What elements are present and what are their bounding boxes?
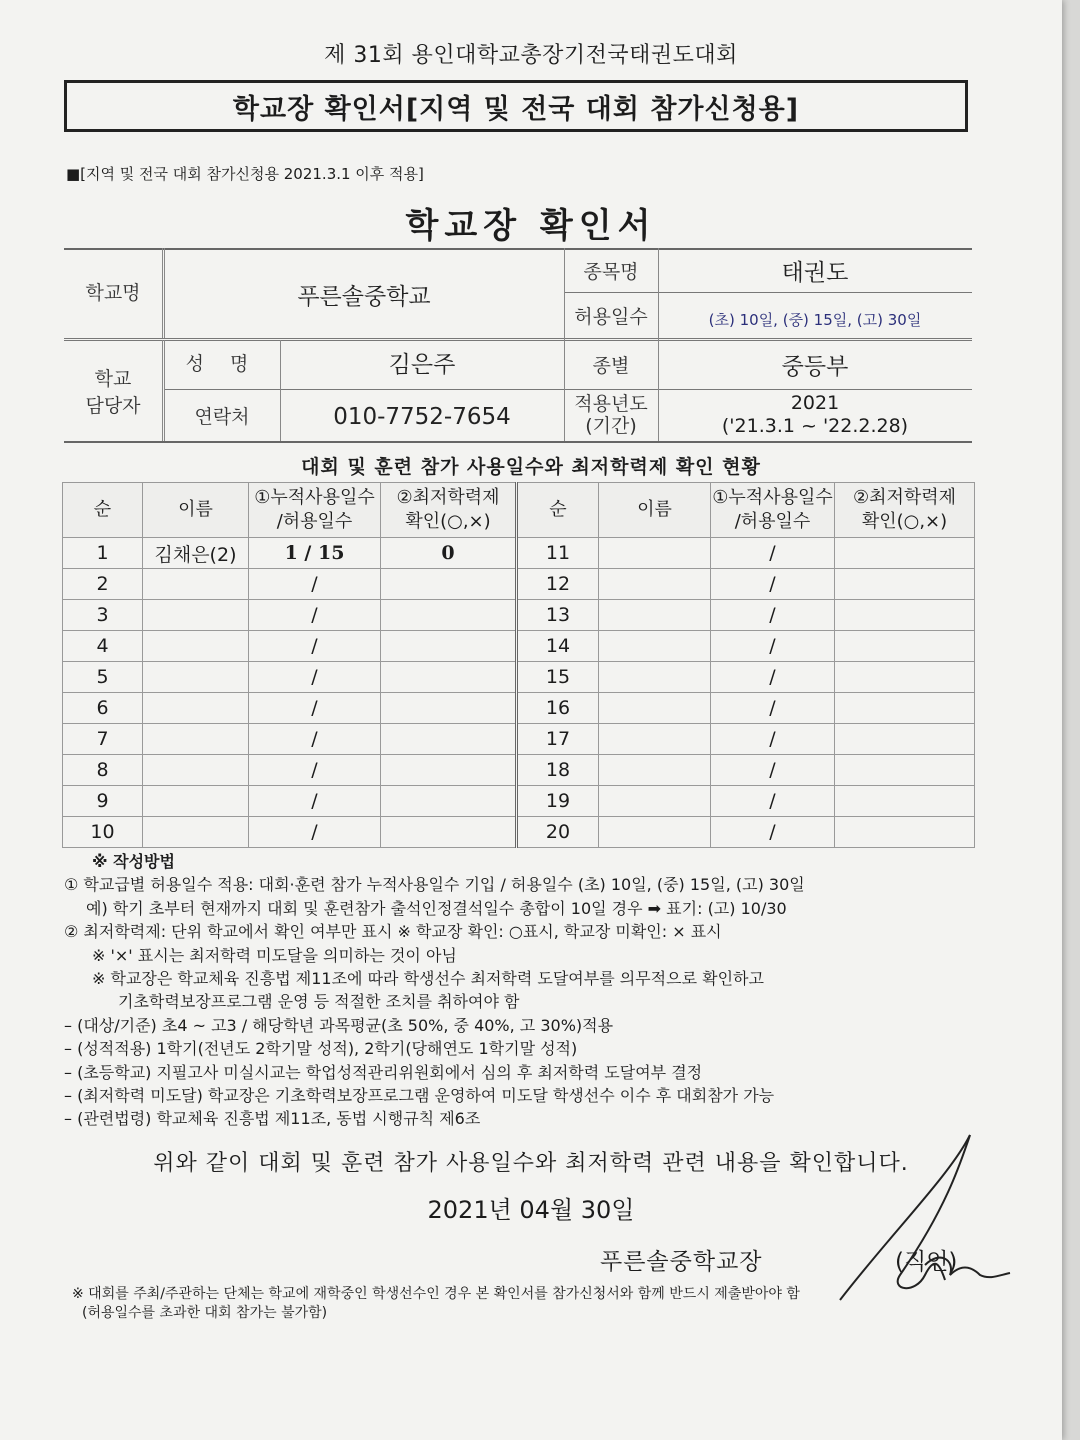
division-label: 종별 [592,355,630,377]
contact-label: 연락처 [194,405,250,428]
row-number: 12 [517,569,599,600]
instruction-line: – (초등학교) 지필고사 미실시교는 학업성적관리위원회에서 심의 후 최저학력 도달여부 결정 [64,1062,703,1082]
year-value [658,389,972,441]
year-label-line2: (기간) [585,415,637,437]
row-number: 2 [63,569,143,600]
allowed-days-label: 허용일수 [574,305,648,328]
grade-check: 0 [381,538,517,569]
days-used: / [711,600,835,631]
year-value-line1: 2021 [790,392,840,414]
student-name: 김채은(2) [143,538,249,569]
event-label: 종목명 [583,260,639,283]
col-header-no: 순 [63,483,143,538]
row-number: 14 [517,631,599,662]
school-label: 학교명 [85,281,141,304]
row-number: 13 [517,600,599,631]
contact-value: 010-7752-7654 [333,404,511,430]
col-header-name-right: 이름 [599,483,711,538]
instruction-line: 예) 학기 초부터 현재까지 대회 및 훈련참가 출석인정결석일수 총합이 10일 경우 ➡ 표기: (고) 10/30 [86,898,787,918]
table-row [63,693,975,724]
row-number: 16 [517,693,599,724]
days-used: / [711,724,835,755]
document-title: 학교장 확인서 [405,206,657,246]
days-used: / [249,693,381,724]
school-value: 푸른솔중학교 [297,283,431,310]
footnote-line1: ※ 대회를 주최/주관하는 단체는 학교에 재학중인 학생선수인 경우 본 확인서를 참가신청서와 함께 반드시 제출받아야 함 [72,1286,800,1302]
student-name [143,662,249,693]
grade-check [835,817,975,848]
row-number: 3 [63,600,143,631]
col-header-grade-right: ②최저학력제 확인(○,×) [835,483,975,538]
grade-check [381,600,517,631]
student-name [599,755,711,786]
grade-check [381,724,517,755]
allowed-days-value: (초) 10일, (중) 15일, (고) 30일 [708,310,922,329]
participation-table [62,482,975,848]
student-name [599,569,711,600]
student-name [143,786,249,817]
grade-check [835,569,975,600]
days-used: / [711,755,835,786]
student-name [599,631,711,662]
days-used: / [711,817,835,848]
student-name [143,569,249,600]
student-name [599,817,711,848]
table-row [63,538,975,569]
table-header-row [63,483,975,538]
days-used: / [711,662,835,693]
days-used: / [249,662,381,693]
instruction-line: – (최저학력 미도달) 학교장은 기초학력보장프로그램 운영하여 미도달 학생선수 이수 후 대회참가 가능 [64,1086,775,1106]
table-row [63,662,975,693]
days-used: / [249,755,381,786]
apply-note: ■[지역 및 전국 대회 참가신청용 2021.3.1 이후 적용] [66,165,424,183]
grade-check [381,755,517,786]
instruction-line: ② 최저학력제: 단위 학교에서 확인 여부만 표시 ※ 학교장 확인: ○표시, 학교장 미확인: × 표시 [64,922,722,942]
student-name [143,631,249,662]
grade-check [835,600,975,631]
table-row [63,817,975,848]
student-name [599,662,711,693]
col-header-days: ①누적사용일수 /허용일수 [249,483,381,538]
grade-check [835,631,975,662]
student-name [143,693,249,724]
grade-check [381,662,517,693]
manager-label [64,340,162,441]
student-name [599,538,711,569]
days-used: / [711,569,835,600]
table-row [63,631,975,662]
manager-label-line1: 학교 [94,367,132,390]
division-value: 중등부 [781,354,849,380]
row-number: 10 [63,817,143,848]
table-row [63,724,975,755]
col-header-no-right: 순 [517,483,599,538]
instruction-line: – (대상/기준) 초4 ~ 고3 / 해당학년 과목평균(초 50%, 중 40%, 고 30%)적용 [64,1015,614,1035]
banner-title: 학교장 확인서[지역 및 전국 대회 참가신청용] [64,80,968,132]
student-name [599,600,711,631]
instruction-line: 기초학력보장프로그램 운영 등 적절한 조치를 취하여야 함 [118,992,520,1012]
instruction-line: ※ '×' 표시는 최저학력 미도달을 의미하는 것이 아님 [92,945,457,965]
student-name [599,786,711,817]
row-number: 1 [63,538,143,569]
days-used: / [711,538,835,569]
row-number: 19 [517,786,599,817]
days-used: / [249,631,381,662]
instruction-line: – (성적적용) 1학기(전년도 2학기말 성적), 2학기(당해연도 1학기말 성적) [64,1039,578,1059]
student-name [599,724,711,755]
info-grid [64,248,972,442]
row-number: 15 [517,662,599,693]
row-number: 17 [517,724,599,755]
name-value: 김은주 [388,352,456,378]
competition-title: 제 31회 용인대학교총장기전국태권도대회 [324,43,738,68]
manager-label-line2: 담당자 [85,394,141,417]
row-number: 8 [63,755,143,786]
row-number: 4 [63,631,143,662]
days-used: / [249,569,381,600]
table-row [63,569,975,600]
instruction-line: – (관련법령) 학교체육 진흥법 제11조, 동법 시행규칙 제6조 [64,1109,481,1129]
days-used: / [711,693,835,724]
grade-check [381,569,517,600]
grade-check [381,817,517,848]
days-used: / [249,786,381,817]
col-header-name: 이름 [143,483,249,538]
year-value-line2: ('21.3.1 ~ '22.2.28) [721,415,909,437]
grade-check [381,693,517,724]
section-title: 대회 및 훈련 참가 사용일수와 최저학력제 확인 현황 [301,456,761,478]
col-header-days-right: ①누적사용일수 /허용일수 [711,483,835,538]
row-number: 7 [63,724,143,755]
grade-check [835,662,975,693]
col-header-grade: ②최저학력제 확인(○,×) [381,483,517,538]
instructions [64,850,984,1131]
year-label-line1: 적용년도 [574,393,648,415]
name-label: 성 명 [185,353,259,375]
student-name [143,600,249,631]
row-number: 20 [517,817,599,848]
seal-label: (직인) [895,1249,958,1275]
table-row [63,786,975,817]
student-name [143,724,249,755]
grade-check [835,693,975,724]
instructions-heading: ※ 작성방법 [92,852,175,871]
row-number: 11 [517,538,599,569]
days-used: / [711,631,835,662]
confirmation-statement: 위와 같이 대회 및 훈련 참가 사용일수와 최저학력 관련 내용을 확인합니다. [153,1151,909,1176]
row-number: 5 [63,662,143,693]
grade-check [381,631,517,662]
table-row [63,755,975,786]
days-used: 1 / 15 [249,538,381,569]
days-used: / [711,786,835,817]
days-used: / [249,724,381,755]
footnote [72,1285,992,1323]
grade-check [835,786,975,817]
row-number: 6 [63,693,143,724]
days-used: / [249,817,381,848]
student-name [143,817,249,848]
footnote-line2: (허용일수를 초과한 대회 참가는 불가함) [82,1305,328,1321]
grade-check [835,538,975,569]
table-row [63,600,975,631]
issue-date: 2021년 04월 30일 [427,1196,635,1224]
year-label [564,389,658,441]
instruction-line: ① 학교급별 허용일수 적용: 대회·훈련 참가 누적사용일수 기입 / 허용일수 (초) 10일, (중) 15일, (고) 30일 [64,875,805,895]
student-name [143,755,249,786]
grade-check [835,724,975,755]
instruction-line: ※ 학교장은 학교체육 진흥법 제11조에 따라 학생선수 최저학력 도달여부를 의무적으로 확인하고 [92,969,764,989]
days-used: / [249,600,381,631]
event-value: 태권도 [781,259,849,286]
student-name [599,693,711,724]
row-number: 18 [517,755,599,786]
grade-check [381,786,517,817]
grade-check [835,755,975,786]
principal-title: 푸른솔중학교장 [600,1249,763,1275]
row-number: 9 [63,786,143,817]
